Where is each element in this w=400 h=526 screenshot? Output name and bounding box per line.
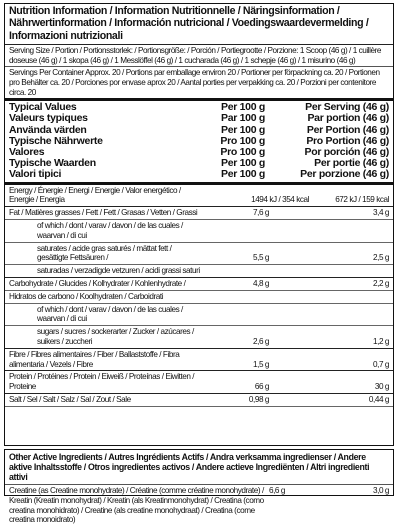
header-serving: Per porzione (46 g) — [300, 168, 389, 181]
nutrient-label: Hidratos de carbono / Koolhydraten / Carboidrati — [9, 291, 164, 301]
table-row — [5, 278, 393, 291]
table-row — [5, 220, 393, 243]
header-per100: Per 100 g — [221, 101, 265, 114]
header-per100: Pro 100 g — [220, 146, 265, 158]
nutrient-per100: 2,6 g — [253, 336, 269, 346]
header-label: Valeurs typiques — [9, 112, 88, 125]
nutrient-serving: 30 g — [374, 382, 389, 392]
nutrient-per100 — [205, 301, 277, 303]
nutrient-per100: 66 g — [254, 382, 269, 392]
table-row — [5, 349, 393, 372]
nutrient-label: Carbohydrate / Glucides / Kolhydrater / Kohlenhydrate / — [9, 278, 186, 288]
serving-size: Serving Size / Portion / Portionsstorlek: / Portionsgröße: / Porción / Portiegrootte / Porzione: 1 Scoop (46 g) / 1 cuillère doseuse (46 g) / 1 skopa (46 g) / 1 Messlöffel (46 g) / 1 cucharada (46 g) / 1 schepje (46 g) / 1 misurino (46 g) — [9, 46, 381, 65]
table-row — [5, 207, 393, 220]
energy-per100: 1494 kJ / 354 kcal — [251, 195, 309, 205]
active-title: Other Active Ingredients / Autres Ingrédients Actifs / Andra verksamma ingredienser / Andere aktive Inhaltsstoffe / Otros ingredientes activos / Andere actieve Ingrediënten / Altri ingredienti attivi — [9, 452, 370, 482]
nutrient-label: saturates / acide gras saturés / mättat fett / gesättigte Fettsäuren / — [37, 243, 172, 263]
nutrient-serving: 0,44 g — [368, 394, 389, 404]
header-serving: Per portie (46 g) — [314, 157, 389, 170]
nutrient-per100 — [205, 275, 277, 277]
header-serving: Por porción (46 g) — [304, 146, 389, 158]
header-per100: Per 100 g — [221, 168, 265, 181]
nutrient-per100: 7,6 g — [253, 208, 269, 218]
header-serving: Pro Portion (46 g) — [306, 134, 389, 147]
header-label: Använda värden — [9, 123, 87, 136]
nutrient-label: of which / dont / varav / davon / de las cuales / waarvan / di cui — [37, 221, 183, 240]
nutrient-per100: 5,5 g — [253, 253, 269, 263]
nutrient-label: of which / dont / varav / davon / de las cuales / waarvan / di cui — [37, 304, 183, 324]
nutrient-serving: 0,7 g — [373, 359, 389, 369]
table-row — [5, 243, 393, 266]
header-label: Typische Nährwerte — [9, 134, 103, 147]
nutrient-label: Fibre / Fibres alimentaires / Fiber / Ballaststoffe / Fibra alimentaria / Vezels / Fibre — [9, 349, 180, 369]
header-serving: Per Portion (46 g) — [306, 123, 389, 136]
table-row — [5, 291, 393, 304]
header-serving: Per Serving (46 g) — [305, 101, 389, 114]
header-row — [5, 169, 393, 180]
header-serving: Par portion (46 g) — [307, 112, 389, 125]
active-ingredient-row — [5, 485, 393, 526]
nutrient-serving — [277, 240, 393, 242]
energy-label: Energy / Énergie / Energi / Energie / Valor energético / Energie / Energia — [9, 185, 181, 205]
header-per100: Per 100 g — [221, 123, 265, 136]
active-ingredients-panel — [4, 449, 394, 525]
table-row — [5, 265, 393, 278]
header-per100: Par 100 g — [221, 112, 265, 125]
nutrient-per100 — [205, 240, 277, 242]
panel-title: Nutrition Information / Information Nutritionnelle / Näringsinformation / Nährwertinformation / Información nutricional / Voedingswaardevermelding / Informazioni nutrizionali — [9, 5, 369, 42]
nutrition-panel — [4, 3, 394, 446]
nutrient-serving: 2,5 g — [373, 253, 389, 263]
nutrient-label: Fat / Matières grasses / Fett / Fett / Grasas / Vetten / Grassi — [9, 208, 198, 218]
header-label: Valori tipici — [9, 168, 62, 181]
nutrient-serving — [277, 323, 393, 325]
header-label: Typical Values — [9, 101, 77, 114]
nutrient-serving — [277, 301, 393, 303]
header-per100: Pro 100 g — [220, 134, 265, 147]
nutrient-table — [5, 185, 393, 407]
header-row — [5, 113, 393, 124]
table-row — [5, 326, 393, 349]
header-per100: Per 100 g — [221, 157, 265, 170]
table-row — [5, 304, 393, 327]
nutrient-per100: 4,8 g — [253, 278, 269, 288]
header-label: Typische Waarden — [9, 157, 96, 170]
table-row — [5, 394, 393, 407]
nutrient-serving: 2,2 g — [373, 278, 389, 288]
nutrient-label: saturadas / verzadigde vetzuren / acidi grassi saturi — [37, 266, 200, 276]
energy-row — [5, 185, 393, 208]
header-label: Valores — [9, 146, 45, 158]
nutrient-serving — [277, 275, 393, 277]
nutrient-per100 — [205, 323, 277, 325]
energy-serving: 672 kJ / 159 kcal — [335, 195, 389, 205]
nutrient-per100: 1,5 g — [253, 359, 269, 369]
table-row — [5, 371, 393, 394]
active-per100: 6,6 g — [269, 486, 285, 495]
active-label: Creatine (as Creatine monohydrate) / Créatine (comme créatine monohydrate) / Kreatin (Kreatin monohydrat) / Kreatin (als Kreatinmonohydrat) / Creatina (como creatina monohidrato) / Creatine (als creatine monohydraat) / Creatina (come creatina monoidrato) — [9, 486, 264, 525]
nutrient-label: Protein / Protéines / Protein / Eiweiß / Proteínas / Eiwitten / Proteine — [9, 372, 195, 392]
active-serving: 3,0 g — [373, 486, 389, 495]
nutrient-label: sugars / sucres / sockerarter / Zucker / azúcares / suikers / zuccheri — [37, 327, 194, 346]
servings-per-container: Servings Per Container Approx. 20 / Portions par emballage environ 20 / Portioner per förpackning ca. 20 / Portionen pro Behälter ca. 20 / Porciones por envase aprox 20 / Aantal porties per verpakking ca. 20 / Porzioni per contenitore circa. 20 — [9, 68, 380, 97]
nutrient-serving: 3,4 g — [373, 208, 389, 218]
nutrient-label: Salt / Sel / Salt / Salz / Sal / Zout / Sale — [9, 394, 131, 404]
nutrient-per100: 0,98 g — [248, 394, 269, 404]
column-headers — [5, 101, 393, 181]
nutrient-serving: 1,2 g — [373, 336, 389, 346]
